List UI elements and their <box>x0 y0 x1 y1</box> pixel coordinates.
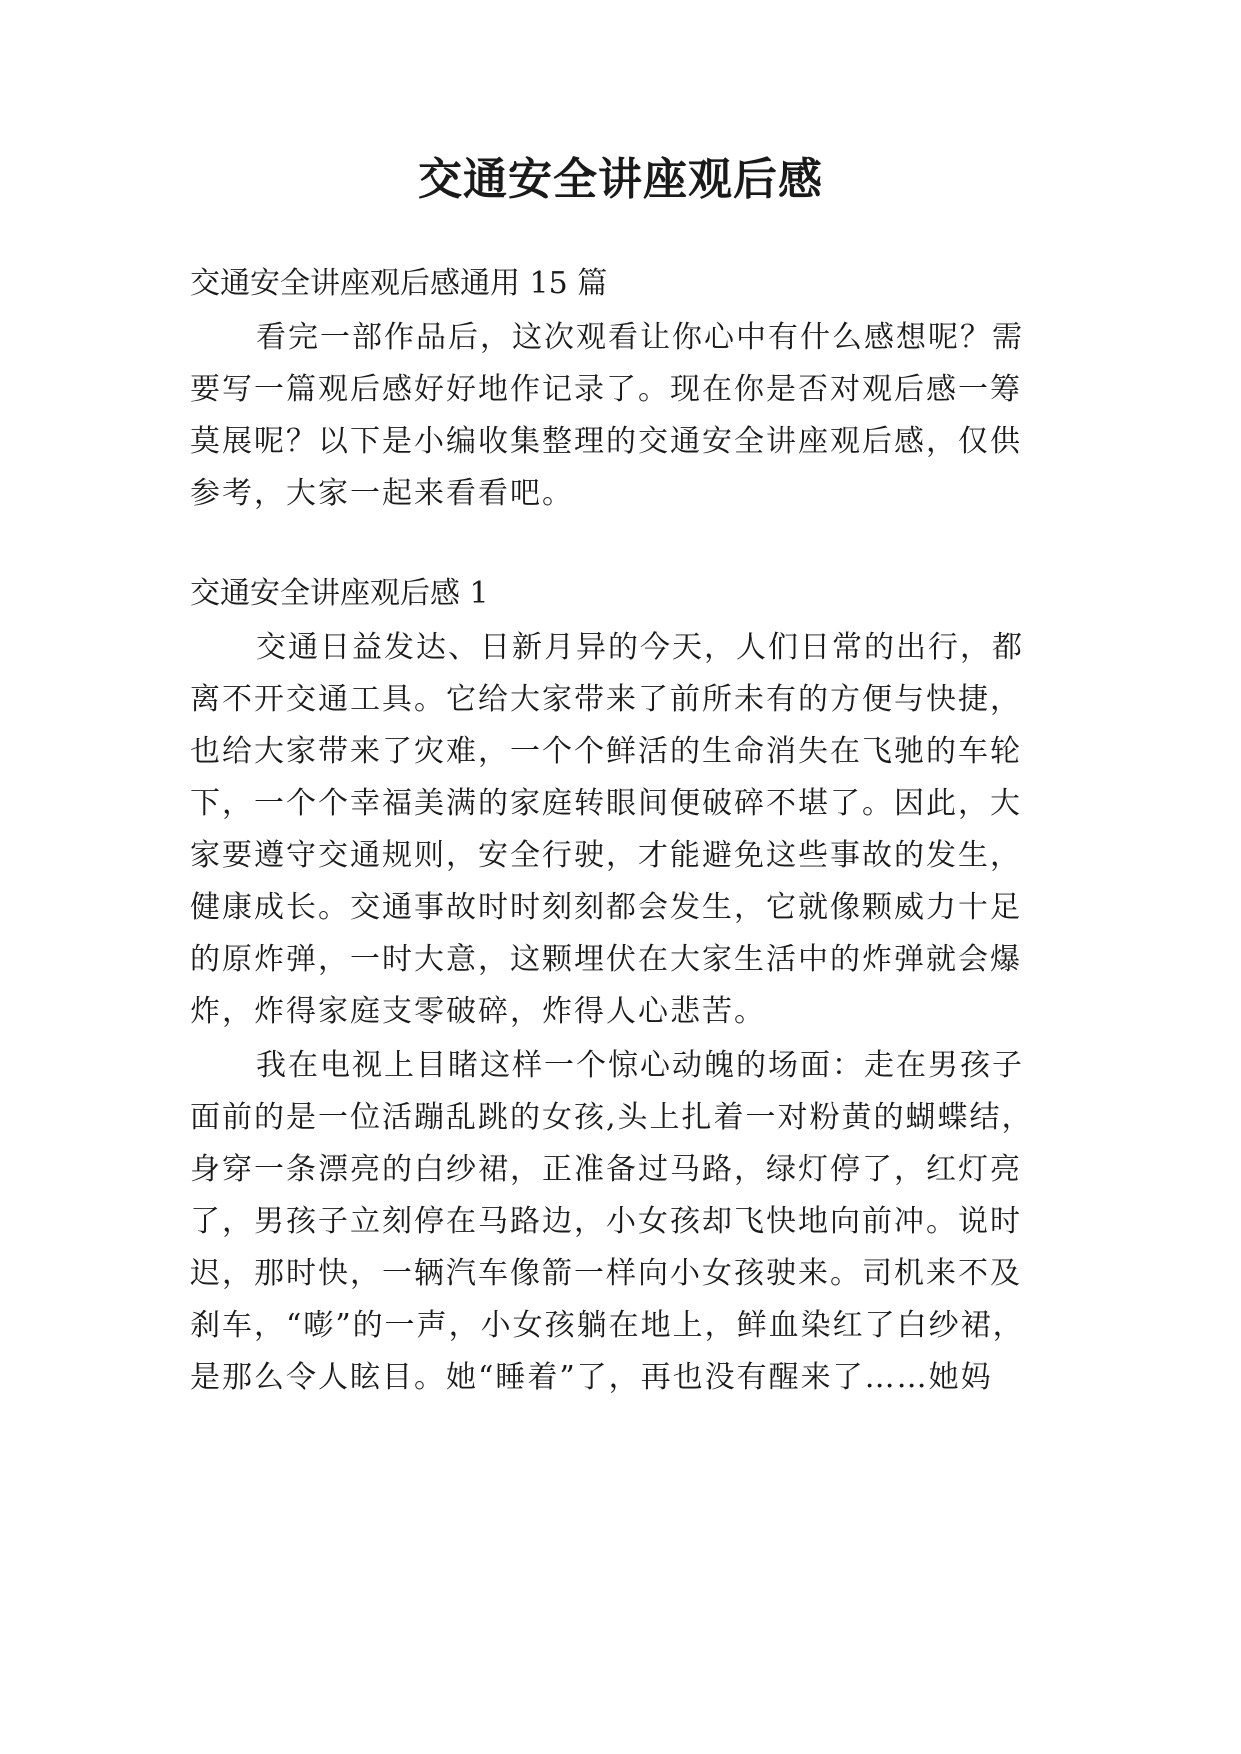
paragraph-line: 刹车，“嘭”的一声，小女孩躺在地上，鲜血染红了白纱裙， <box>190 1308 1025 1343</box>
paragraph-line: 我在电视上目睹这样一个惊心动魄的场面：走在男孩子 <box>256 1048 1024 1083</box>
intro-line: 要写一篇观后感好好地作记录了。现在你是否对观后感一筹 <box>190 372 1022 407</box>
paragraph-line: 的原炸弹，一时大意，这颗埋伏在大家生活中的炸弹就会爆 <box>190 942 1022 977</box>
paragraph-line: 离不开交通工具。它给大家带来了前所未有的方便与快捷， <box>190 682 1022 717</box>
paragraph-line: 面前的是一位活蹦乱跳的女孩,头上扎着一对粉黄的蝴蝶结， <box>190 1100 1034 1135</box>
paragraph-line: 是那么令人眩目。她“睡着”了，再也没有醒来了……她妈 <box>190 1360 993 1395</box>
paragraph-line: 下，一个个幸福美满的家庭转眼间便破碎不堪了。因此，大 <box>190 786 1022 821</box>
intro-line: 参考，大家一起来看看吧。 <box>190 476 574 511</box>
document-title: 交通安全讲座观后感 <box>418 154 823 205</box>
paragraph-line: 交通日益发达、日新月异的今天，人们日常的出行，都 <box>256 630 1024 665</box>
intro-line: 莫展呢？以下是小编收集整理的交通安全讲座观后感，仅供 <box>190 424 1022 459</box>
intro-line: 看完一部作品后，这次观看让你心中有什么感想呢？需 <box>256 320 1024 355</box>
paragraph-line: 身穿一条漂亮的白纱裙，正准备过马路，绿灯停了，红灯亮 <box>190 1152 1022 1187</box>
paragraph-line: 健康成长。交通事故时时刻刻都会发生，它就像颗威力十足 <box>190 890 1022 925</box>
paragraph-line: 也给大家带来了灾难，一个个鲜活的生命消失在飞驰的车轮 <box>190 734 1022 769</box>
paragraph-line: 家要遵守交通规则，安全行驶，才能避免这些事故的发生， <box>190 838 1022 873</box>
section-heading: 交通安全讲座观后感 1 <box>190 576 489 611</box>
paragraph-line: 了，男孩子立刻停在马路边，小女孩却飞快地向前冲。说时 <box>190 1204 1022 1239</box>
paragraph-line: 炸，炸得家庭支零破碎，炸得人心悲苦。 <box>190 994 766 1029</box>
document-subtitle: 交通安全讲座观后感通用 15 篇 <box>190 266 608 301</box>
paragraph-line: 迟，那时快，一辆汽车像箭一样向小女孩驶来。司机来不及 <box>190 1256 1022 1291</box>
